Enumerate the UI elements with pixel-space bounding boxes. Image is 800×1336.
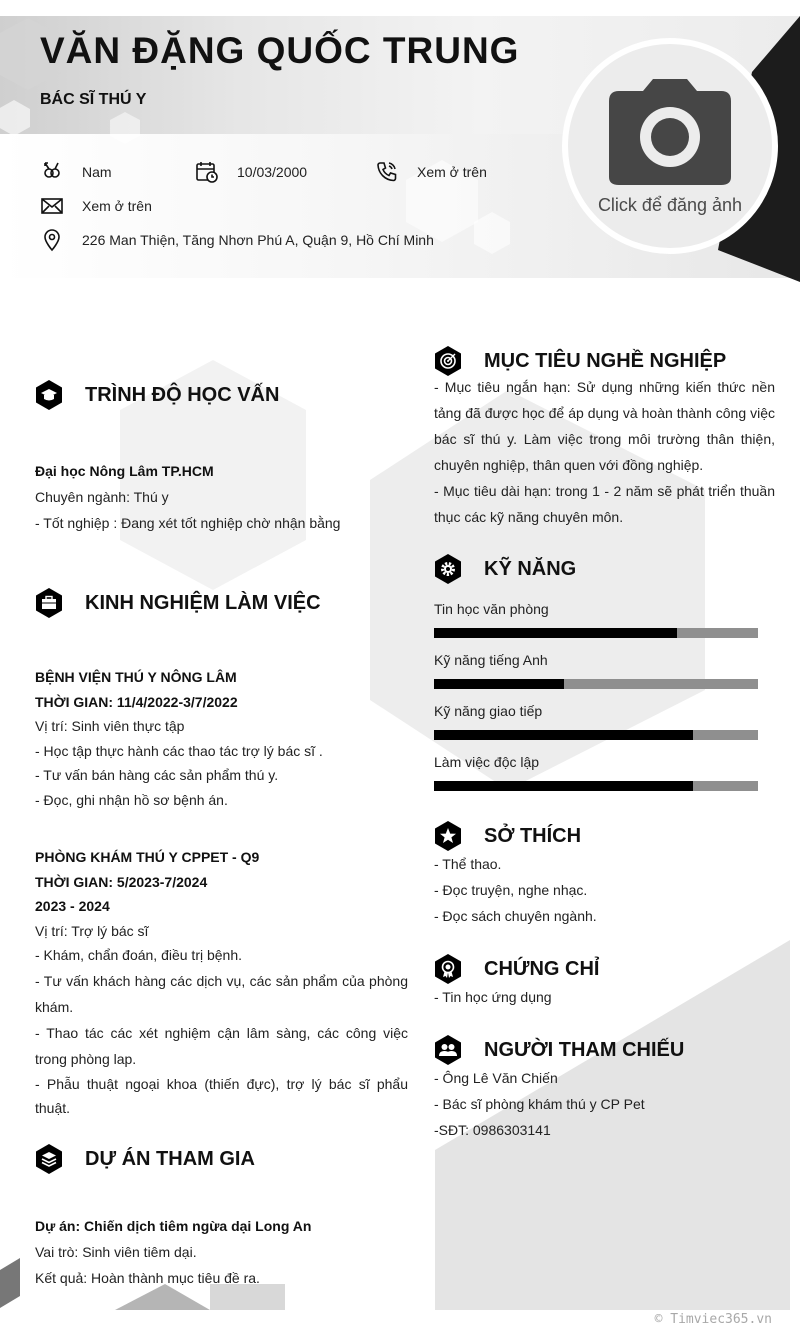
references-title: NGƯỜI THAM CHIẾU — [484, 1038, 685, 1061]
skill-label: Tin học văn phòng — [434, 601, 549, 617]
job-title: BÁC SĨ THÚ Y — [40, 91, 147, 108]
camera-icon — [607, 77, 733, 187]
experience-job-1 — [35, 665, 408, 812]
skill-bar — [434, 730, 758, 740]
phone-row — [375, 160, 487, 184]
job-line: - Học tập thực hành các thao tác trợ lý bác sĩ . — [35, 742, 323, 759]
gender-row — [40, 160, 112, 184]
project-role: Vai trò: Sinh viên tiêm dại. — [35, 1244, 197, 1260]
reference-item: -SĐT: 0986303141 — [434, 1122, 551, 1138]
award-icon — [434, 954, 462, 984]
job-line: - Khám, chẩn đoán, điều trị bệnh. — [35, 947, 243, 963]
job-extra: 2023 - 2024 — [35, 898, 110, 914]
email-value: Xem ở trên — [82, 198, 152, 214]
people-icon — [434, 1035, 462, 1065]
objective-title: MỤC TIÊU NGHỀ NGHIỆP — [484, 349, 727, 372]
certificate-item: - Tin học ứng dụng — [434, 989, 552, 1005]
experience-job-2 — [35, 845, 408, 1121]
hobbies-body — [434, 851, 775, 929]
address-value: 226 Man Thiện, Tăng Nhơn Phú A, Quận 9, Hồ Chí Minh — [82, 232, 434, 248]
address-row — [40, 228, 434, 252]
job-time: THỜI GIAN: 11/4/2022-3/7/2022 — [35, 693, 238, 710]
skill-bar-fill — [434, 628, 677, 638]
experience-title: KINH NGHIỆM LÀM VIỆC — [85, 591, 321, 614]
email-row — [40, 194, 152, 218]
references-body — [434, 1065, 775, 1143]
job-line: - Phẫu thuật ngoại khoa (thiến đực), trợ lý bác sĩ phẩu thuật. — [35, 1075, 408, 1116]
birthdate-value: 10/03/2000 — [237, 164, 308, 180]
objective-body — [434, 374, 775, 530]
project-name: Dự án: Chiến dịch tiêm ngừa dại Long An — [35, 1218, 312, 1234]
job-company: BỆNH VIỆN THÚ Y NÔNG LÂM — [35, 669, 237, 685]
skill-bar — [434, 628, 758, 638]
birthdate-row — [195, 160, 307, 184]
hobby-item: - Đọc truyện, nghe nhạc. — [434, 882, 588, 898]
references-header — [434, 1035, 684, 1065]
skill-bar-fill — [434, 781, 693, 791]
hobbies-header — [434, 821, 581, 851]
objective-short-term: - Mục tiêu ngắn hạn: Sử dụng những kiến thức nền tảng đã được học để áp dụng và hoàn thành công việc bác sĩ thú y. Làm việc trong môi trường thân thiện, chuyên nghiệp, thân quen với đồng nghiệp. — [434, 379, 775, 473]
layers-icon — [35, 1144, 63, 1174]
gender-icon — [40, 160, 64, 184]
job-line: - Tư vấn bán hàng các sản phẩm thú y. — [35, 767, 279, 783]
skill-label: Kỹ năng giao tiếp — [434, 703, 543, 719]
gear-icon — [434, 554, 462, 584]
job-line: - Tư vấn khách hàng các dịch vụ, các sản phẩm của phòng khám. — [35, 972, 408, 1015]
certificates-body — [434, 984, 775, 1010]
candidate-name: VĂN ĐẶNG QUỐC TRUNG — [40, 30, 520, 71]
job-line: - Đọc, ghi nhận hồ sơ bệnh án. — [35, 791, 228, 808]
project-result: Kết quả: Hoàn thành mục tiêu đề ra. — [35, 1270, 260, 1286]
projects-header — [35, 1144, 255, 1174]
school-name: Đại học Nông Lâm TP.HCM — [35, 463, 214, 479]
photo-caption: Click để đăng ảnh — [597, 194, 743, 215]
skill-label: Làm việc độc lập — [434, 754, 540, 770]
skills-title: KỸ NĂNG — [484, 557, 577, 580]
certificates-header — [434, 954, 599, 984]
job-line: Vị trí: Trợ lý bác sĩ — [35, 922, 149, 939]
watermark: © Timviec365.vn — [654, 1312, 772, 1327]
hobby-item: - Đọc sách chuyên ngành. — [434, 908, 597, 924]
target-icon — [434, 346, 462, 376]
job-line: Vị trí: Sinh viên thực tập — [35, 718, 185, 734]
mail-icon — [40, 194, 64, 218]
graduation-cap-icon — [35, 380, 63, 410]
skill-bar-fill — [434, 730, 693, 740]
photo-upload[interactable] — [562, 38, 778, 254]
certificates-title: CHỨNG CHỈ — [484, 957, 600, 980]
skill-label: Kỹ năng tiếng Anh — [434, 652, 548, 668]
phone-value: Xem ở trên — [417, 164, 487, 180]
skill-bar — [434, 679, 758, 689]
hobbies-title: SỞ THÍCH — [484, 824, 582, 847]
gender-value: Nam — [82, 164, 112, 180]
skill-bar — [434, 781, 758, 791]
location-pin-icon — [40, 228, 64, 252]
job-time: THỜI GIAN: 5/2023-7/2024 — [35, 873, 208, 890]
major: Chuyên ngành: Thú y — [35, 489, 169, 505]
job-company: PHÒNG KHÁM THÚ Y CPPET - Q9 — [35, 849, 260, 865]
job-line: - Thao tác các xét nghiệm cận lâm sàng, các công việc trong phòng lap. — [35, 1024, 408, 1067]
reference-item: - Bác sĩ phòng khám thú y CP Pet — [434, 1096, 645, 1112]
objective-long-term: - Mục tiêu dài hạn: trong 1 - 2 năm sẽ phát triển thuần thục các kỹ năng chuyên môn. — [434, 483, 775, 525]
education-title: TRÌNH ĐỘ HỌC VẤN — [85, 383, 280, 406]
reference-item: - Ông Lê Văn Chiến — [434, 1070, 558, 1086]
hobby-item: - Thể thao. — [434, 856, 502, 872]
education-body — [35, 458, 415, 536]
experience-header — [35, 588, 321, 618]
education-header — [35, 380, 279, 410]
skills-header — [434, 554, 576, 584]
objective-header — [434, 346, 726, 376]
graduation-status: - Tốt nghiệp : Đang xét tốt nghiệp chờ nhận bằng — [35, 515, 341, 531]
briefcase-icon — [35, 588, 63, 618]
skill-bar-fill — [434, 679, 564, 689]
projects-title: DỰ ÁN THAM GIA — [85, 1147, 255, 1170]
phone-icon — [375, 160, 399, 184]
projects-body — [35, 1213, 415, 1291]
star-icon — [434, 821, 462, 851]
calendar-icon — [195, 160, 219, 184]
